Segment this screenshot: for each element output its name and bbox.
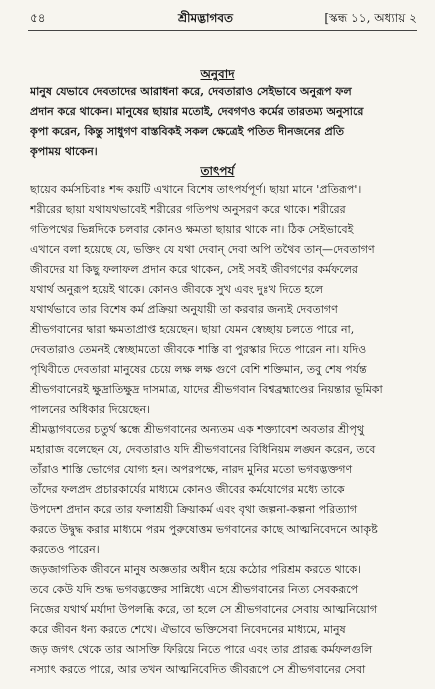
purport-heading-text: তাৎপর্য xyxy=(200,164,235,178)
purport-line: করতে উদ্বুদ্ধ করার মাধ্যমে পরম পুরুষোত্তম ভগবানের কাছে আত্মনিবেদনে আকৃষ্ট xyxy=(30,523,378,536)
translation-heading-text: অনুবাদ xyxy=(200,67,235,81)
purport-line: শরীরের ছায়া যথাযথভাবেই শরীরের গতিপথ অনুসরণ করে থাকে। শরীরের xyxy=(30,203,346,216)
translation-line: কৃপা করেন, কিন্তু সাধুগণ বাস্তবিকই সকল ক্ষেত্রেই পতিত দীনজনের প্রতি xyxy=(30,125,345,138)
purport-line: যথার্থভাবে তার বিশেষ কর্ম প্রক্রিয়া অনুযায়ী তা করবার জন্যই দেবতাগণ xyxy=(30,303,338,316)
purport-line: জড় জগৎ থেকে তার আসক্তি ফিরিয়ে নিতে পারে এবং তার প্রারব্ধ কর্মফলগুলি xyxy=(30,643,373,656)
purport-line: করে জীবন ধন্য করতে শেখে। ঐভাবে ভক্তিসেবা নিবেদনের মাধ্যমে, মানুষ xyxy=(30,623,346,636)
chapter-reference: [স্কন্ধ ১১, অধ্যায় ২ xyxy=(324,11,417,25)
purport-line: পৃথিবীতে দেবতারা মানুষের চেয়ে লক্ষ লক্ষ গুণে বেশি শক্তিমান, তবু শেষ পর্যন্ত xyxy=(30,363,367,376)
purport-line: শ্রীভগবানের দ্বারা ক্ষমতাপ্রাপ্ত হয়েছেন। ছায়া যেমন স্বেচ্ছায় চলতে পারে না, xyxy=(30,323,355,336)
purport-line: গতিপথের ভিন্নদিকে চলবার কোনও ক্ষমতা ছায়ার থাকে না। ঠিক সেইভাবেই xyxy=(30,223,354,236)
purport-line: তবে কেউ যদি শুদ্ধ ভগবদ্ভক্তের সান্নিধ্যে এসে শ্রীভগবানের নিত্য সেবকরূপে xyxy=(30,583,359,596)
purport-line: শ্রীমদ্ভাগবতের চতুর্থ স্কন্ধে শ্রীভগবানের অন্যতম এক শক্ত্যাবেশ অবতার শ্রীপৃথু xyxy=(30,423,364,436)
purport-line: করতেও পারেন। xyxy=(30,543,100,556)
translation-line: কৃপাময় থাকেন। xyxy=(30,145,98,158)
book-title: শ্রীমদ্ভাগবত xyxy=(178,11,234,25)
purport-line: দেবতারাও তেমনই স্বেচ্ছামতো জীবকে শাস্তি বা পুরস্কার দিতে পারেন না। যদিও xyxy=(30,343,367,356)
page-number: ৫৪ xyxy=(30,11,46,25)
purport-line: জীবদের যা কিছু ফলাফল প্রদান করে থাকেন, সেই সবই জীবগণের কর্মফলের xyxy=(30,263,358,276)
purport-line: তাঁদের ফলপ্রদ প্রচারকার্যের মাধ্যমে কোনও জীবের কর্মযোগের মধ্যে তাকে xyxy=(30,483,345,496)
purport-line: নিজের যথার্থ মর্যাদা উপলব্ধি করে, তা হলে সে শ্রীভগবানের সেবায় আত্মনিয়োগ xyxy=(30,603,378,616)
translation-line: মানুষ যেভাবে দেবতাদের আরাধনা করে, দেবতারাও সেইভাবে অনুরূপ ফল xyxy=(30,85,352,98)
translation-line: প্রদান করে থাকেন। মানুষের ছায়ার মতোই, দেবগণও কর্মের তারতম্য অনুসারে xyxy=(30,105,364,118)
purport-line: মহারাজ বলেছেন যে, দেবতারাও যদি শ্রীভগবানের বিধিনিয়ম লঙ্ঘন করেন, তবে xyxy=(30,443,376,456)
page-header xyxy=(30,10,417,28)
purport-line: যথার্থ অনুরূপ হয়েই থাকে। কোনও জীবকে সুখ এবং দুঃখ দিতে হলে xyxy=(30,283,323,296)
purport-line: নস্যাৎ করতে পারে, আর তখন আত্মনিবেদিত জীবরূপে সে শ্রীভগবানের সেবা xyxy=(30,663,366,676)
purport-line: তাঁরাও শাস্তি ভোগের যোগ্য হন। অপরপক্ষে, নারদ মুনির মতো ভগবদ্ভক্তগণ xyxy=(30,463,353,476)
header-rule xyxy=(28,30,417,31)
purport-line: ছায়েব কর্মসচিবাঃ শব্দ কয়টি এখানে বিশেষ তাৎপর্যপূর্ণ। ছায়া মানে 'প্রতিরূপ'। xyxy=(30,183,362,196)
purport-line: এখানে বলা হয়েছে যে, ভক্তিং যে যথা দেবান্ দেবা অপি তথৈব তান্—দেবতাগণ xyxy=(30,243,375,256)
purport-line: জড়জাগতিক জীবনে মানুষ অজ্ঞতার অধীন হয়ে কঠোর পরিশ্রম করতে থাকে। xyxy=(30,563,361,576)
purport-line: উপদেশ প্রদান করে তার ফলাশ্রয়ী ক্রিয়াকর্ম এবং বৃথা জল্পনা-কল্পনা পরিত্যাগ xyxy=(30,503,358,516)
purport-line: পালনের অধিকার দিয়েছেন। xyxy=(30,403,151,416)
purport-line: শ্রীভগবানেরই ক্ষুদ্রাতিক্ষুদ্র দাসমাত্র, যাদের শ্রীভগবান বিশ্বব্রহ্মাণ্ডের নিয়ন্তার ভূমিকা xyxy=(30,383,383,396)
